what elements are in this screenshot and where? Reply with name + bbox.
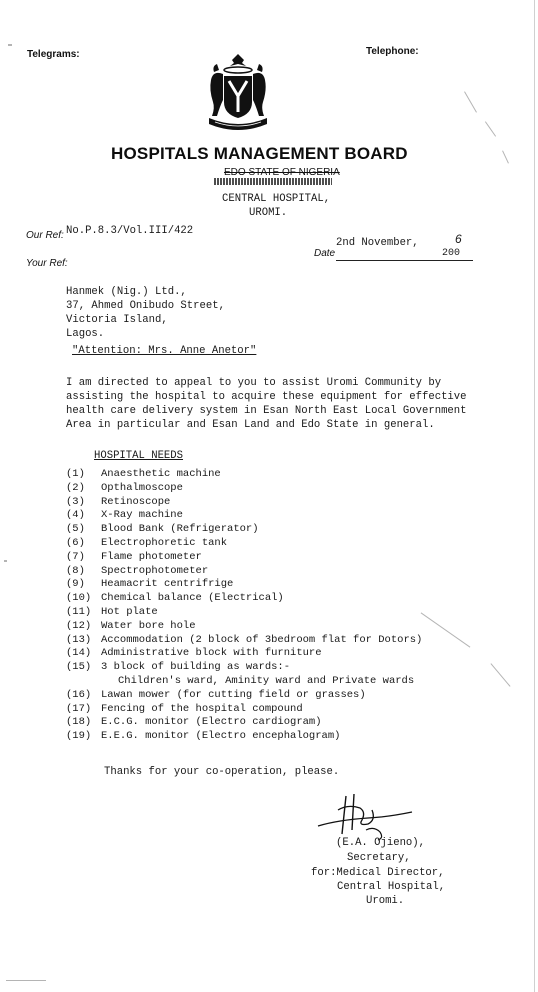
list-item: (1) Anaesthetic machine [66,468,221,480]
our-ref-label: Our Ref: [26,230,64,241]
list-item: (8) Spectrophotometer [66,564,209,577]
scan-speck [490,663,510,687]
list-item: (14) Administrative block with furniture [66,647,322,660]
date-value: 2nd November, [336,237,419,249]
telegrams-label: Telegrams: [27,49,80,60]
list-item: (5) Blood Bank (Refrigerator) [66,523,259,536]
signatory-hospital: Central Hospital, [337,881,446,893]
body-line-3: health care delivery system in Esan North East Local Government [66,405,467,417]
closing-line: Thanks for your co-operation, please. [104,766,340,778]
your-ref-label: Your Ref: [26,258,68,269]
signatory-title: Secretary, [347,852,411,864]
list-item: (9) Heamacrit centrifrige [66,578,234,591]
body-line-4: Area in particular and Esan Land and Edo State in general. [66,419,435,431]
signatory-name: (E.A. Ojieno), [336,837,426,849]
year-printed: 200 [442,248,461,259]
board-name: HOSPITALS MANAGEMENT BOARD [111,144,408,163]
addressee-line-4: Lagos. [66,328,105,340]
list-item: (3) Retinoscope [66,495,171,508]
attention-line: "Attention: Mrs. Anne Anetor" [72,345,257,357]
list-item: (2) Opthalmoscope [66,481,183,494]
struck-overtype [214,178,332,185]
needs-list [66,468,422,744]
scan-speck [421,612,471,647]
date-underline [336,260,473,261]
list-item: (11) Hot plate [66,605,158,618]
scan-speck [4,560,7,562]
scan-speck [485,121,496,136]
scan-speck [464,91,477,112]
list-item: (15) 3 block of building as wards:- Children's ward, Aminity ward and Private wards [66,661,422,689]
signatory-town: Uromi. [366,895,405,907]
addressee-line-3: Victoria Island, [66,314,168,326]
hospital-line: CENTRAL HOSPITAL, [222,193,331,205]
list-item: (17) Fencing of the hospital compound [66,702,303,715]
state-name: EDO STATE OF NIGERIA [224,167,340,178]
scan-speck [6,980,46,981]
scan-speck [502,150,509,163]
addressee-line-1: Hanmek (Nig.) Ltd., [66,286,187,298]
scan-edge [534,0,535,992]
town-line: UROMI. [249,207,288,219]
list-item: (16) Lawan mower (for cutting field or grasses) [66,688,366,701]
list-item: (7) Flame photometer [66,550,202,563]
list-item: (13) Accommodation (2 block of 3bedroom flat for Dotors) [66,633,423,646]
body-line-1: I am directed to appeal to you to assist Uromi Community by [66,377,442,389]
telephone-label: Telephone: [366,46,419,57]
list-item: (19) E.E.G. monitor (Electro encephalogram) [66,730,341,743]
body-line-2: assisting the hospital to acquire these equipment for effective [66,391,467,403]
our-ref-value: No.P.8.3/Vol.III/422 [66,225,194,237]
date-label: Date [314,248,336,259]
needs-title: HOSPITAL NEEDS [94,450,184,462]
signatory-for: for:Medical Director, [311,867,445,879]
addressee-line-2: 37, Ahmed Onibudo Street, [66,300,225,312]
year-handwritten: 6 [455,232,462,246]
list-item-subline: Children's ward, Aminity ward and Private wards [118,674,415,687]
list-item: (6) Electrophoretic tank [66,536,228,549]
coat-of-arms-icon [203,50,273,138]
list-item: (18) E.C.G. monitor (Electro cardiogram) [66,716,322,729]
list-item: (4) X-Ray machine [66,509,183,522]
list-item: (12) Water bore hole [66,619,196,632]
list-item: (10) Chemical balance (Electrical) [66,592,284,605]
scan-speck [8,44,12,46]
